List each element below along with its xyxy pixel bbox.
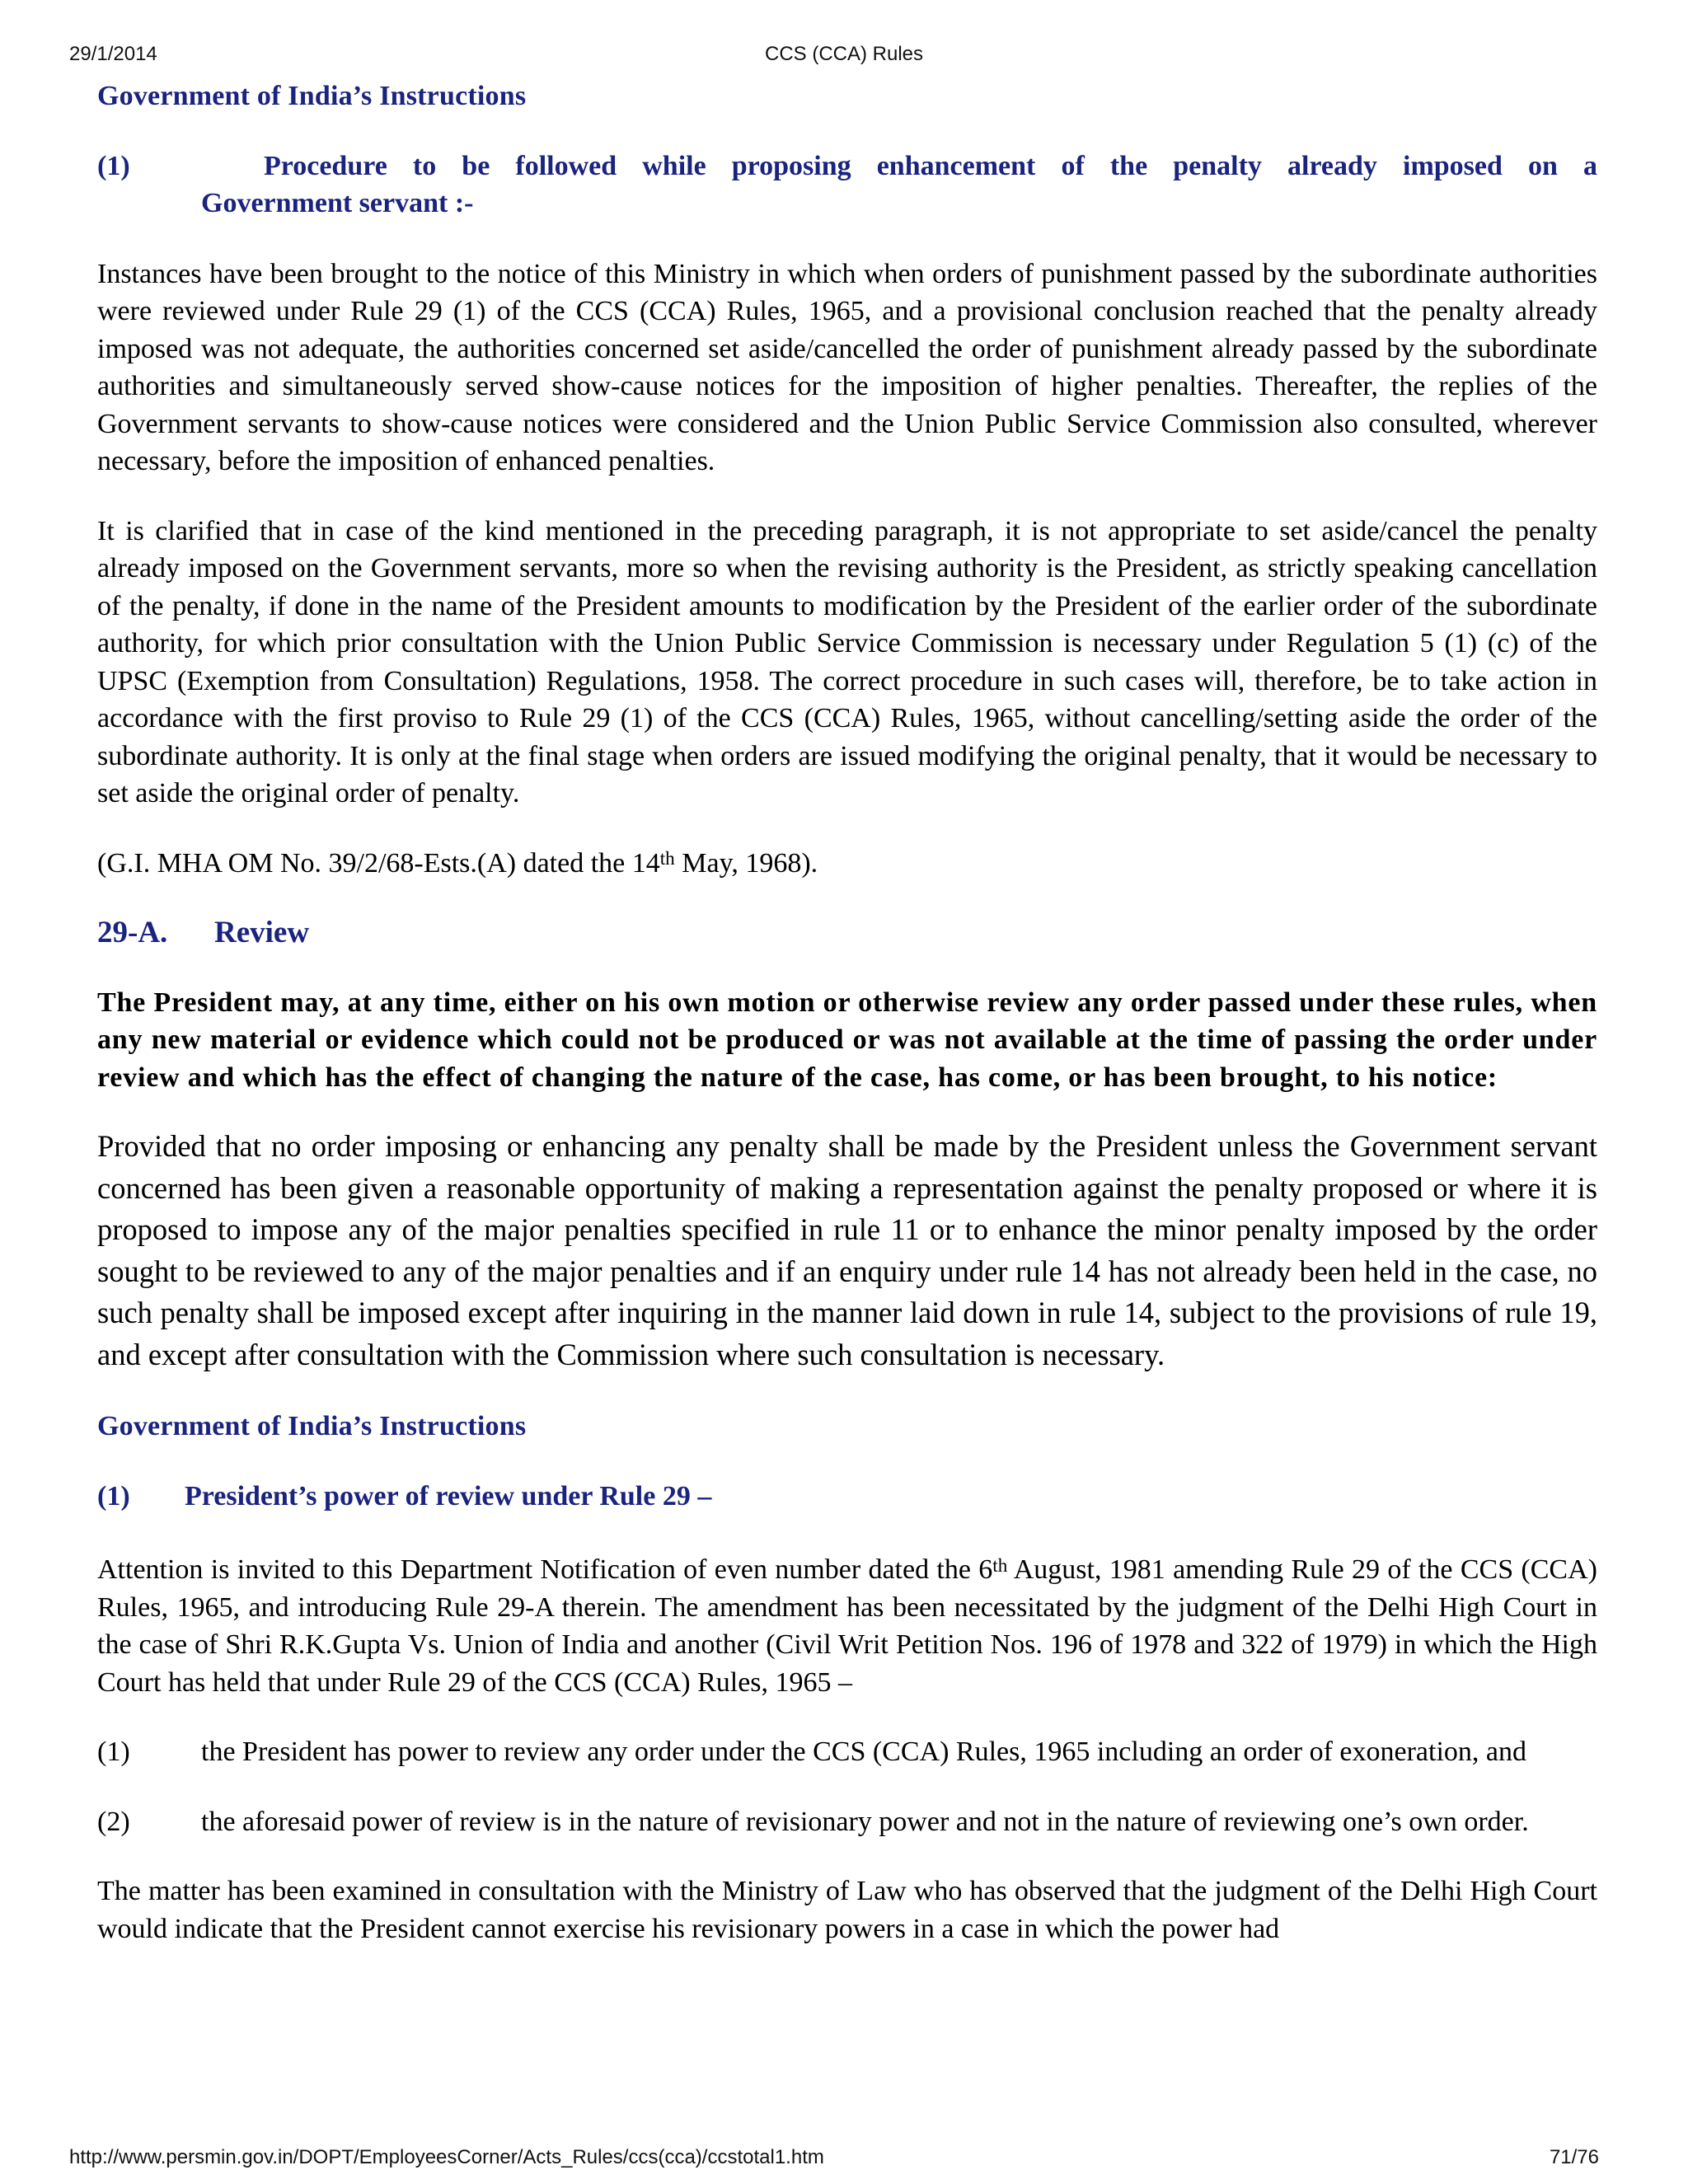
citation-superscript: th (659, 848, 675, 870)
citation-text: (G.I. MHA OM No. 39/2/68-Ests.(A) dated the 14 (97, 847, 660, 879)
instruction-item-title: President’s power of review under Rule 29 – (185, 1480, 712, 1511)
citation (97, 845, 1597, 883)
paragraph: Instances have been brought to the notice of this Ministry in which when orders of punishment passed by the subordinate authorities were reviewed under Rule 29 (1) of the CCS (CCA) Rules, 1965, and a provisional conclusion reached that the penalty already imposed was not adequate, the authorities concerned set aside/cancelled the order of punishment already passed by the subordinate authorities and simultaneously served show-cause notices for the imposition of higher penalties. Thereafter, the replies of the Government servants to show-cause notices were considered and the Union Public Service Commission also consulted, wherever necessary, before the imposition of enhanced penalties. (97, 258, 1597, 476)
section-number: 29-A. (97, 916, 168, 949)
paragraph-text: Attention is invited to this Department Notification of even number dated the 6 (97, 1554, 993, 1585)
paragraph-superscript: th (992, 1554, 1008, 1577)
instructions-heading: Government of India’s Instructions (97, 1411, 527, 1441)
header-date: 29/1/2014 (69, 43, 157, 65)
instructions-heading: Government of India’s Instructions (97, 81, 527, 111)
rule-text: The President may, at any time, either on his own motion or otherwise review any order passed under these rules, when any new material or evidence which could not be produced or was not available at the time of passing the order under review and which has the effect of changing the nature of the case, has come, or has been brought, to his notice: (97, 987, 1597, 1093)
section-title: Review (214, 916, 310, 949)
list-item (97, 1733, 1597, 1771)
instruction-item-heading (97, 148, 1597, 223)
document-body (97, 77, 1597, 1947)
instruction-item-title-line1: Procedure to be followed while proposing enhancement of the penalty already imposed on a (264, 150, 1597, 181)
citation-text-end: May, 1968). (674, 847, 818, 879)
instruction-item-number: (1) (97, 150, 130, 181)
paragraph: It is clarified that in case of the kind mentioned in the preceding paragraph, it is not appropriate to set aside/cancel the penalty already imposed on the Government servants, more so when the revising authority is the President, as strictly speaking cancellation of the penalty, if done in the name of the President amounts to modification by the President of the earlier order of the subordinate authority, for which prior consultation with the Union Public Service Commission is necessary under Regulation 5 (1) (c) of the UPSC (Exemption from Consultation) Regulations, 1958. The correct procedure in such cases will, therefore, be to take action in accordance with the first proviso to Rule 29 (1) of the CCS (CCA) Rules, 1965, without cancelling/setting aside the order of the subordinate authority. It is only at the final stage when orders are issued modifying the original penalty, that it would be necessary to set aside the original order of penalty. (97, 515, 1597, 808)
paragraph (97, 1551, 1597, 1701)
instruction-item-heading (97, 1478, 1597, 1516)
section-heading (97, 914, 1597, 952)
list-item-number: (1) (97, 1736, 130, 1767)
list-item-text: the President has power to review any order under the CCS (CCA) Rules, 1965 including an order of exoneration, and (201, 1736, 1527, 1767)
list-item-number: (2) (97, 1806, 130, 1837)
list-item-text: the aforesaid power of review is in the nature of revisionary power and not in the nature of reviewing one’s own order. (201, 1806, 1529, 1837)
instruction-item-number: (1) (97, 1480, 130, 1511)
header-title: CCS (CCA) Rules (764, 43, 924, 65)
paragraph-text-end: August, 1981 amending Rule 29 of the CCS (CCA) Rules, 1965, and introducing Rule 29-A therein. The amendment has been necessitated by the judgment of the Delhi High Court in the case of Shri R.K.Gupta Vs. Union of India and another (Civil Writ Petition Nos. 196 of 1978 and 322 of 1979) in which the High Court has held that under Rule 29 of the CCS (CCA) Rules, 1965 – (97, 1554, 1597, 1698)
footer-page-number: 71/76 (1549, 2146, 1599, 2168)
paragraph: The matter has been examined in consultation with the Ministry of Law who has observed that the judgment of the Delhi High Court would indicate that the President cannot exercise his revisionary powers in a case in which the power had (97, 1876, 1597, 1944)
list-item (97, 1803, 1597, 1841)
proviso-paragraph: Provided that no order imposing or enhancing any penalty shall be made by the President unless the Government servant concerned has been given a reasonable opportunity of making a representation against the penalty proposed or where it is proposed to impose any of the major penalties specified in rule 11 or to enhance the minor penalty imposed by the order sought to be reviewed to any of the major penalties and if an enquiry under rule 14 has not already been held in the case, no such penalty shall be imposed except after inquiring in the manner laid down in rule 14, subject to the provisions of rule 19, and except after consultation with the Commission where such consultation is necessary. (97, 1129, 1597, 1371)
footer-url: http://www.persmin.gov.in/DOPT/EmployeesCorner/Acts_Rules/ccs(cca)/ccstotal1.htm (69, 2146, 824, 2168)
instruction-item-title-line2: Government servant :- (201, 188, 474, 218)
